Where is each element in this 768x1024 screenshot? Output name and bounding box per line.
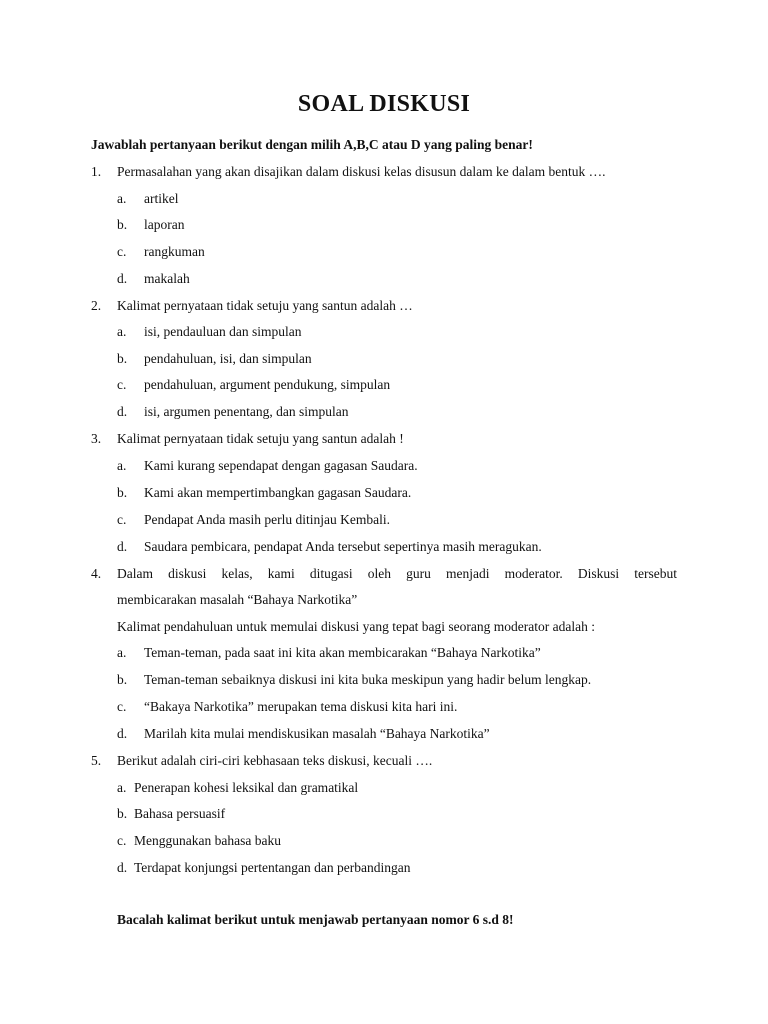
option-text: Pendapat Anda masih perlu ditinjau Kembali.: [144, 512, 390, 527]
option-text: Menggunakan bahasa baku: [134, 833, 281, 848]
option-text: Teman-teman sebaiknya diskusi ini kita buka meskipun yang hadir belum lengkap.: [144, 672, 592, 687]
question-number: 4.: [91, 566, 102, 581]
option-text: rangkuman: [144, 244, 205, 259]
option-text: Kami kurang sependapat dengan gagasan Saudara.: [144, 458, 418, 473]
option-letter: a.: [117, 780, 127, 795]
option-text: Saudara pembicara, pendapat Anda tersebut sepertinya masih meragukan.: [144, 539, 542, 554]
question-text: Permasalahan yang akan disajikan dalam diskusi kelas disusun dalam ke dalam bentuk ….: [117, 164, 606, 179]
question-text-continued: membicarakan masalah “Bahaya Narkotika”: [117, 592, 358, 607]
question-prompt: Kalimat pendahuluan untuk memulai diskusi yang tepat bagi seorang moderator adalah :: [117, 619, 595, 634]
option-letter: b.: [117, 672, 128, 687]
option-text: Bahasa persuasif: [134, 806, 226, 821]
option-letter: a.: [117, 324, 127, 339]
option-letter: b.: [117, 485, 128, 500]
option-text: pendahuluan, isi, dan simpulan: [144, 351, 312, 366]
reading-instruction: Bacalah kalimat berikut untuk menjawab pertanyaan nomor 6 s.d 8!: [117, 912, 514, 927]
option-text: laporan: [144, 217, 185, 232]
option-letter: a.: [117, 458, 127, 473]
option-text: Marilah kita mulai mendiskusikan masalah “Bahaya Narkotika”: [144, 726, 490, 741]
option-letter: a.: [117, 191, 127, 206]
option-letter: d.: [117, 271, 128, 286]
option-text: Terdapat konjungsi pertentangan dan perbandingan: [134, 860, 411, 875]
question-text: Kalimat pernyataan tidak setuju yang santun adalah …: [117, 298, 413, 313]
question-number: 1.: [91, 164, 102, 179]
option-letter: b.: [117, 806, 128, 821]
option-text: Kami akan mempertimbangkan gagasan Saudara.: [144, 485, 412, 500]
question-number: 2.: [91, 298, 102, 313]
option-letter: c.: [117, 512, 127, 527]
option-text: isi, argumen penentang, dan simpulan: [144, 404, 349, 419]
question-text: Berikut adalah ciri-ciri kebhasaan teks diskusi, kecuali ….: [117, 753, 433, 768]
option-text: isi, pendauluan dan simpulan: [144, 324, 302, 339]
question-text: Kalimat pernyataan tidak setuju yang santun adalah !: [117, 431, 404, 446]
option-letter: d.: [117, 726, 128, 741]
option-letter: d.: [117, 404, 128, 419]
option-letter: c.: [117, 699, 127, 714]
option-letter: a.: [117, 645, 127, 660]
question-number: 5.: [91, 753, 102, 768]
option-letter: c.: [117, 377, 127, 392]
option-text: Penerapan kohesi leksikal dan gramatikal: [134, 780, 359, 795]
option-text: makalah: [144, 271, 190, 286]
option-letter: d.: [117, 539, 128, 554]
question-text: Dalam diskusi kelas, kami ditugasi oleh guru menjadi moderator. Diskusi tersebut: [117, 566, 677, 581]
page-title: SOAL DISKUSI: [297, 91, 471, 117]
option-text: Teman-teman, pada saat ini kita akan membicarakan “Bahaya Narkotika”: [144, 645, 541, 660]
option-letter: b.: [117, 217, 128, 232]
option-text: pendahuluan, argument pendukung, simpulan: [144, 377, 391, 392]
option-letter: c.: [117, 244, 127, 259]
option-text: artikel: [144, 191, 179, 206]
option-letter: d.: [117, 860, 128, 875]
option-letter: b.: [117, 351, 128, 366]
instruction-text: Jawablah pertanyaan berikut dengan milih A,B,C atau D yang paling benar!: [91, 137, 533, 152]
question-number: 3.: [91, 431, 102, 446]
option-text: “Bakaya Narkotika” merupakan tema diskusi kita hari ini.: [144, 699, 458, 714]
option-letter: c.: [117, 833, 127, 848]
